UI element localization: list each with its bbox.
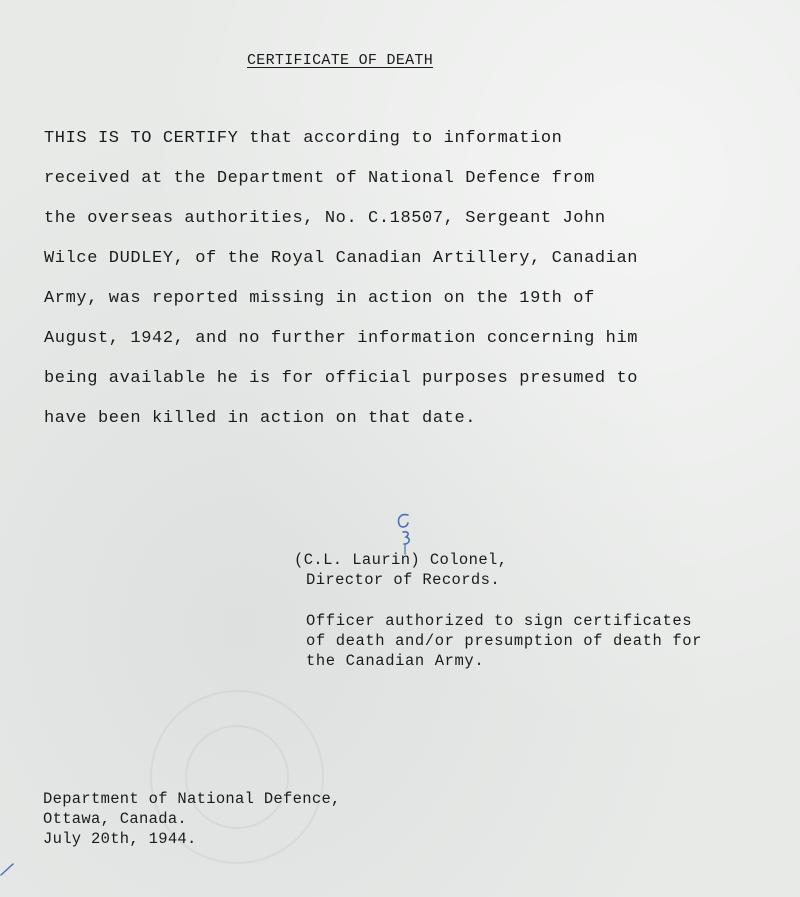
footer-location: Ottawa, Canada. bbox=[43, 810, 188, 828]
signature-name-line: (C.L. Laurin) Colonel, bbox=[294, 551, 508, 569]
handwritten-initial-mark bbox=[393, 512, 419, 556]
body-line-6: August, 1942, and no further information concerning him bbox=[44, 329, 639, 348]
certificate-title: CERTIFICATE OF DEATH bbox=[247, 52, 434, 69]
body-line-5: Army, was reported missing in action on the 19th of bbox=[44, 289, 595, 308]
body-line-4: Wilce DUDLEY, of the Royal Canadian Artillery, Canadian bbox=[44, 249, 639, 268]
authorization-line-2: of death and/or presumption of death for bbox=[306, 632, 703, 650]
faint-seal-stamp-inner bbox=[185, 725, 289, 829]
body-line-7: being available he is for official purposes presumed to bbox=[44, 369, 639, 388]
footer-date: July 20th, 1944. bbox=[43, 830, 197, 848]
footer-department: Department of National Defence, bbox=[43, 790, 341, 808]
body-line-2: received at the Department of National Defence from bbox=[44, 169, 595, 188]
body-line-8: have been killed in action on that date. bbox=[44, 409, 477, 428]
pen-mark-icon bbox=[0, 858, 16, 878]
signature-title-line: Director of Records. bbox=[306, 571, 501, 589]
body-line-1: THIS IS TO CERTIFY that according to information bbox=[44, 129, 563, 148]
authorization-line-1: Officer authorized to sign certificates bbox=[306, 612, 693, 630]
authorization-line-3: the Canadian Army. bbox=[306, 652, 485, 670]
body-line-3: the overseas authorities, No. C.18507, Sergeant John bbox=[44, 209, 606, 228]
